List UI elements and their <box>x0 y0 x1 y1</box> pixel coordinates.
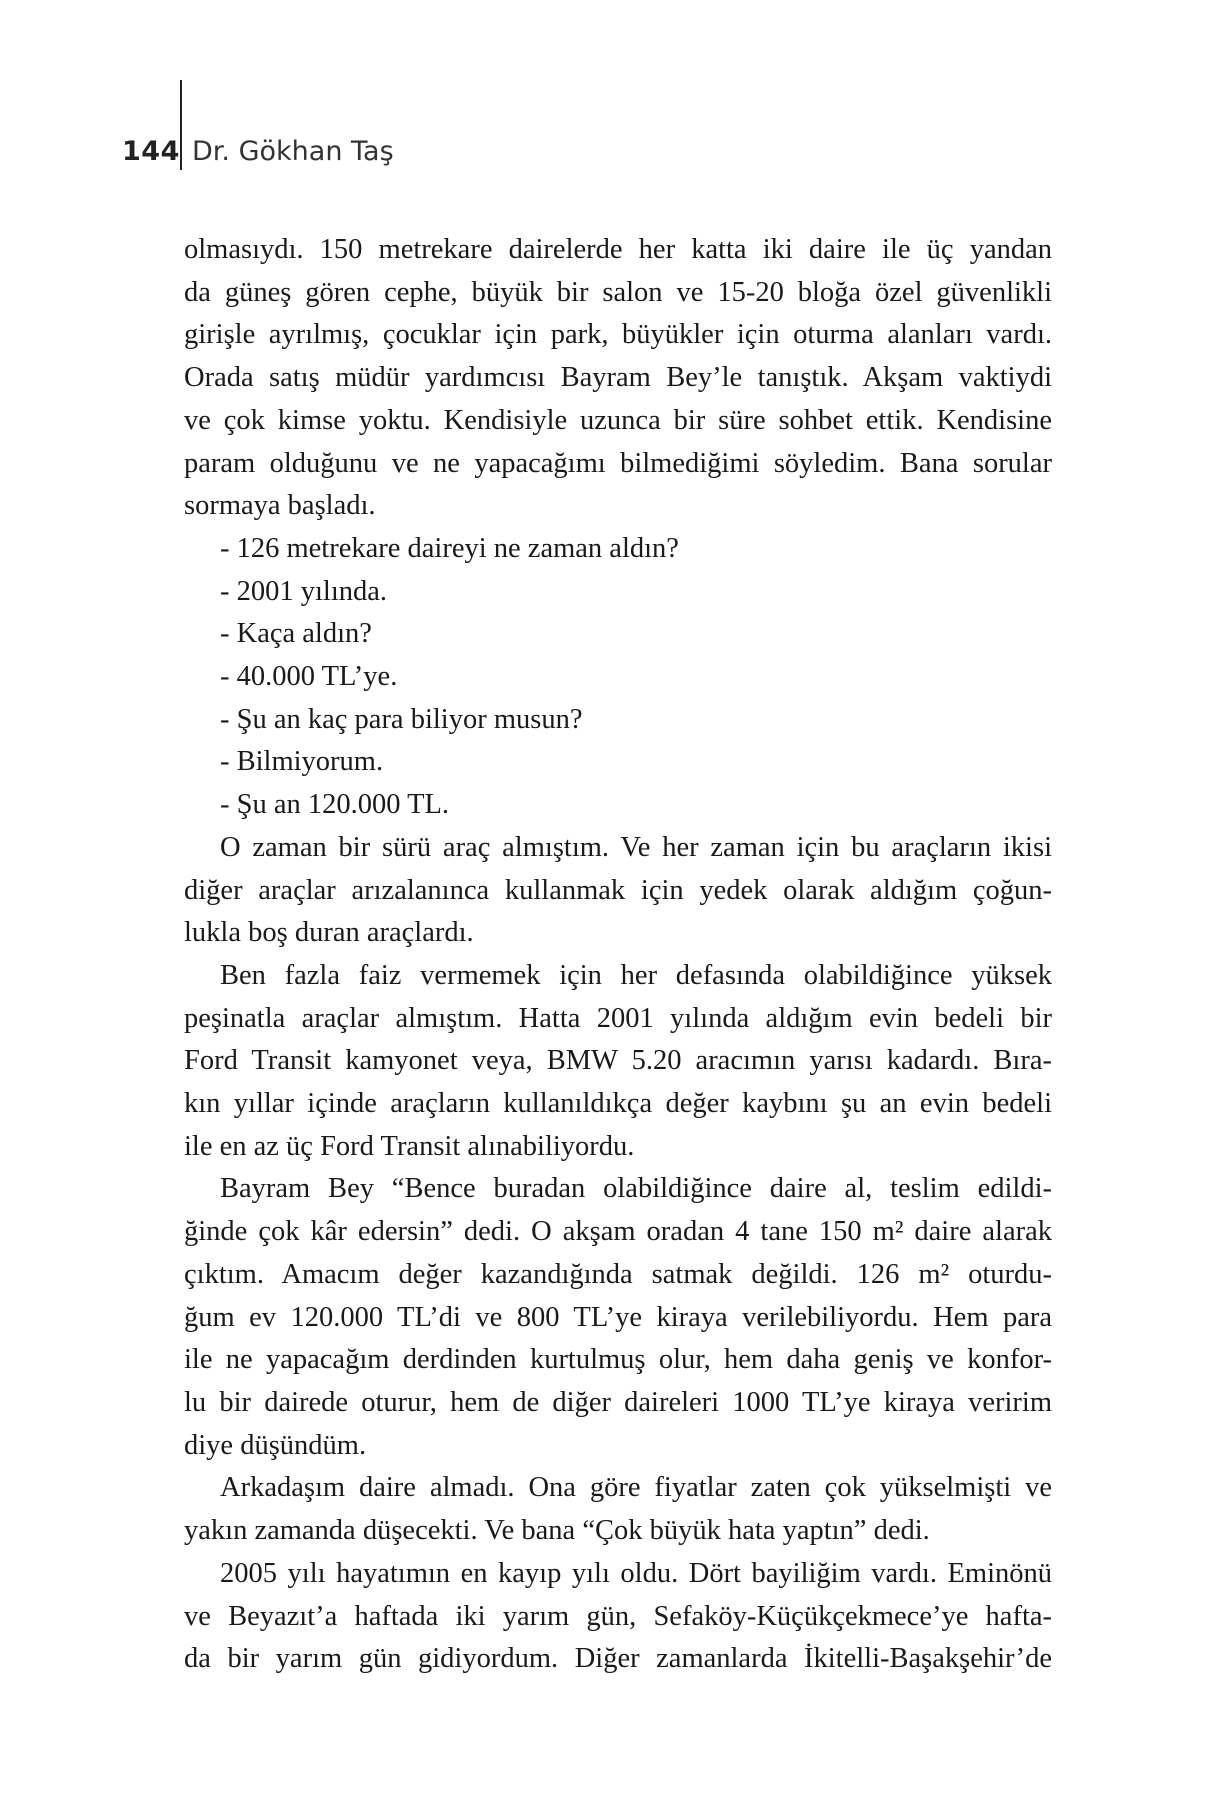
text-line: da güneş gören cephe, büyük bir salon ve 15-20 bloğa özel güvenlikli <box>184 276 1052 308</box>
text-line: diye düşündüm. <box>184 1429 367 1461</box>
text-line: ve çok kimse yoktu. Kendisiyle uzunca bir süre sohbet ettik. Kendisine <box>184 404 1052 436</box>
text-line: Ford Transit kamyonet veya, BMW 5.20 aracımın yarısı kadardı. Bıra- <box>184 1045 1052 1077</box>
text-line: Ben fazla faiz vermemek için her defasında olabildiğince yüksek <box>220 959 1052 991</box>
text-line: girişle ayrılmış, çocuklar için park, büyükler için oturma alanları vardı. <box>184 319 1052 351</box>
text-line: sormaya başladı. <box>184 490 376 522</box>
dialogue-line: - Şu an 120.000 TL. <box>220 789 450 821</box>
text-line: O zaman bir sürü araç almıştım. Ve her zaman için bu araçların ikisi <box>220 831 1052 863</box>
text-line: Bayram Bey “Bence buradan olabildiğince daire al, teslim edildi- <box>220 1173 1052 1205</box>
text-line: peşinatla araçlar almıştım. Hatta 2001 yılında aldığım evin bedeli bir <box>184 1002 1052 1034</box>
text-line: diğer araçlar arızalanınca kullanmak için yedek olarak aldığım çoğun- <box>184 874 1052 906</box>
text-line: ğinde çok kâr edersin” dedi. O akşam oradan 4 tane 150 m² daire alarak <box>184 1216 1052 1248</box>
page-number: 144 <box>122 136 180 167</box>
text-line: param olduğunu ve ne yapacağımı bilmediğimi söyledim. Bana sorular <box>184 447 1052 479</box>
dialogue-line: - Kaça aldın? <box>220 618 372 650</box>
header-divider <box>180 80 182 170</box>
text-line: lukla boş duran araçlardı. <box>184 917 474 949</box>
dialogue-line: - 40.000 TL’ye. <box>220 661 398 693</box>
body-text <box>184 229 1052 1681</box>
running-title: Dr. Gökhan Taş <box>192 136 394 167</box>
text-line: Orada satış müdür yardımcısı Bayram Bey’le tanıştık. Akşam vaktiydi <box>184 362 1052 394</box>
text-line: ve Beyazıt’a haftada iki yarım gün, Sefaköy-Küçükçekmece’ye hafta- <box>184 1600 1052 1632</box>
dialogue-line: - 2001 yılında. <box>220 575 388 607</box>
text-line: ile en az üç Ford Transit alınabiliyordu. <box>184 1130 635 1162</box>
text-line: çıktım. Amacım değer kazandığında satmak değildi. 126 m² oturdu- <box>184 1258 1052 1290</box>
text-line: da bir yarım gün gidiyordum. Diğer zamanlarda İkitelli-Başakşehir’de <box>184 1643 1052 1675</box>
dialogue-line: - Şu an kaç para biliyor musun? <box>220 703 583 735</box>
text-line: lu bir dairede oturur, hem de diğer daireleri 1000 TL’ye kiraya veririm <box>184 1386 1052 1418</box>
text-line: olmasıydı. 150 metrekare dairelerde her katta iki daire ile üç yandan <box>184 234 1052 265</box>
text-line: ile ne yapacağım derdinden kurtulmuş olur, hem daha geniş ve konfor- <box>184 1344 1052 1376</box>
text-line: yakın zamanda düşecekti. Ve bana “Çok büyük hata yaptın” dedi. <box>184 1515 930 1547</box>
dialogue-line: - Bilmiyorum. <box>220 746 384 778</box>
text-line: Arkadaşım daire almadı. Ona göre fiyatlar zaten çok yükselmişti ve <box>220 1472 1052 1504</box>
dialogue-line: - 126 metrekare daireyi ne zaman aldın? <box>220 532 679 564</box>
text-line: 2005 yılı hayatımın en kayıp yılı oldu. Dört bayiliğim vardı. Eminönü <box>220 1557 1052 1589</box>
text-line: kın yıllar içinde araçların kullanıldıkça değer kaybını şu an evin bedeli <box>184 1088 1052 1120</box>
text-line: ğum ev 120.000 TL’di ve 800 TL’ye kiraya verilebiliyordu. Hem para <box>184 1301 1052 1333</box>
